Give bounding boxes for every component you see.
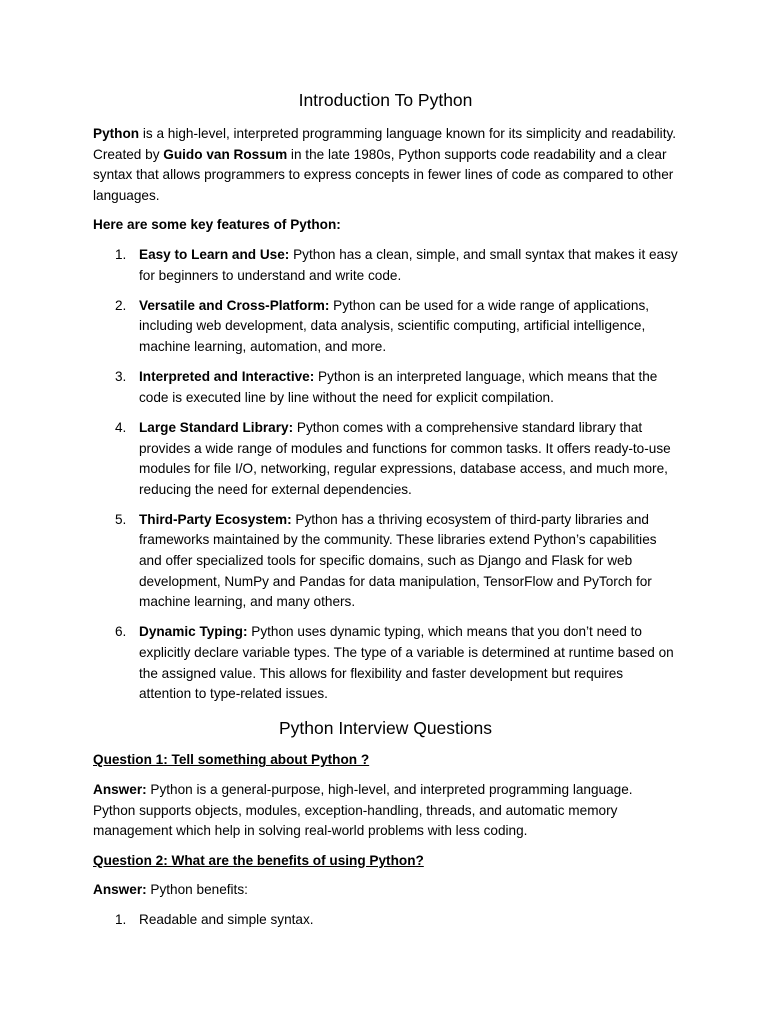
features-heading: Here are some key features of Python: bbox=[93, 217, 341, 233]
feature-title: Dynamic Typing: bbox=[139, 624, 248, 640]
answer-1-label: Answer: bbox=[93, 782, 147, 797]
feature-item bbox=[93, 418, 678, 500]
intro-paragraph bbox=[93, 124, 678, 206]
intro-text-1: is a high-level, interpreted programming language known for its simplicity and readability. Created by bbox=[93, 126, 677, 162]
feature-text: Python has a clean, simple, and small syntax that makes it easy for beginners to understand and write code. bbox=[139, 246, 678, 283]
feature-title: Interpreted and Interactive: bbox=[139, 369, 315, 385]
feature-text: Python is an interpreted language, which means that the code is executed line by line without the need for explicit compilation. bbox=[139, 369, 658, 405]
interview-title: Python Interview Questions bbox=[278, 718, 493, 739]
feature-item bbox=[93, 622, 678, 704]
feature-text: Python can be used for a wide range of applications, including web development, data analysis, scientific computing, artificial intelligence, machine learning, automation, and more. bbox=[139, 297, 650, 354]
feature-item bbox=[93, 367, 678, 408]
feature-title: Versatile and Cross-Platform: bbox=[139, 297, 330, 313]
feature-item bbox=[93, 296, 678, 358]
feature-text: Python uses dynamic typing, which means that you don’t need to explicitly declare variable types. The type of a variable is determined at runtime based on the assigned value. This allows for flexibility and faster development but requires attention to type-related issues. bbox=[139, 624, 674, 702]
feature-title: Large Standard Library: bbox=[139, 419, 294, 435]
feature-title: Third-Party Ecosystem: bbox=[139, 511, 292, 527]
answer-1 bbox=[93, 780, 678, 842]
intro-text-2: in the late 1980s, Python supports code readability and a clear syntax that allows programmers to express concepts in fewer lines of code as compared to other languages. bbox=[93, 146, 674, 203]
benefit-number: 1. bbox=[115, 911, 127, 927]
benefit-item bbox=[93, 910, 678, 931]
benefits-list bbox=[93, 910, 678, 931]
feature-number: 5. bbox=[115, 511, 127, 527]
feature-number: 4. bbox=[115, 419, 127, 435]
feature-title: Easy to Learn and Use: bbox=[139, 246, 290, 262]
intro-bold-python: Python bbox=[93, 126, 140, 141]
feature-number: 2. bbox=[115, 297, 127, 313]
page-title: Introduction To Python bbox=[298, 90, 473, 110]
feature-item bbox=[93, 245, 678, 286]
feature-text: Python has a thriving ecosystem of third-party libraries and frameworks maintained by the community. These libraries extend Python’s capabilities and offer specialized tools for specific domains, such as Django and Flask for web development, NumPy and Pandas for data manipulation, TensorFlow and PyTorch for machine learning, and many others. bbox=[139, 511, 657, 610]
document-body bbox=[93, 86, 678, 940]
feature-number: 6. bbox=[115, 624, 127, 640]
answer-1-text: Python is a general-purpose, high-level, and interpreted programming language. Python supports objects, modules, exception-handling, threads, and automatic memory management which help in solving real-world problems with less coding. bbox=[93, 782, 633, 839]
answer-2 bbox=[93, 880, 678, 901]
question-1-heading: Question 1: Tell something about Python ? bbox=[93, 752, 370, 768]
features-list bbox=[93, 245, 678, 705]
feature-number: 1. bbox=[115, 246, 127, 262]
intro-bold-author: Guido van Rossum bbox=[163, 146, 288, 162]
feature-item bbox=[93, 510, 678, 613]
answer-2-label: Answer: bbox=[93, 882, 147, 898]
question-2-heading: Question 2: What are the benefits of using Python? bbox=[93, 852, 424, 868]
benefit-text: Readable and simple syntax. bbox=[139, 911, 314, 927]
answer-2-text: Python benefits: bbox=[146, 882, 248, 898]
feature-number: 3. bbox=[115, 369, 127, 385]
feature-text: Python comes with a comprehensive standard library that provides a wide range of modules and functions for common tasks. It offers ready-to-use modules for file I/O, networking, regular expressions, database access, and much more, reducing the need for external dependencies. bbox=[139, 419, 671, 497]
